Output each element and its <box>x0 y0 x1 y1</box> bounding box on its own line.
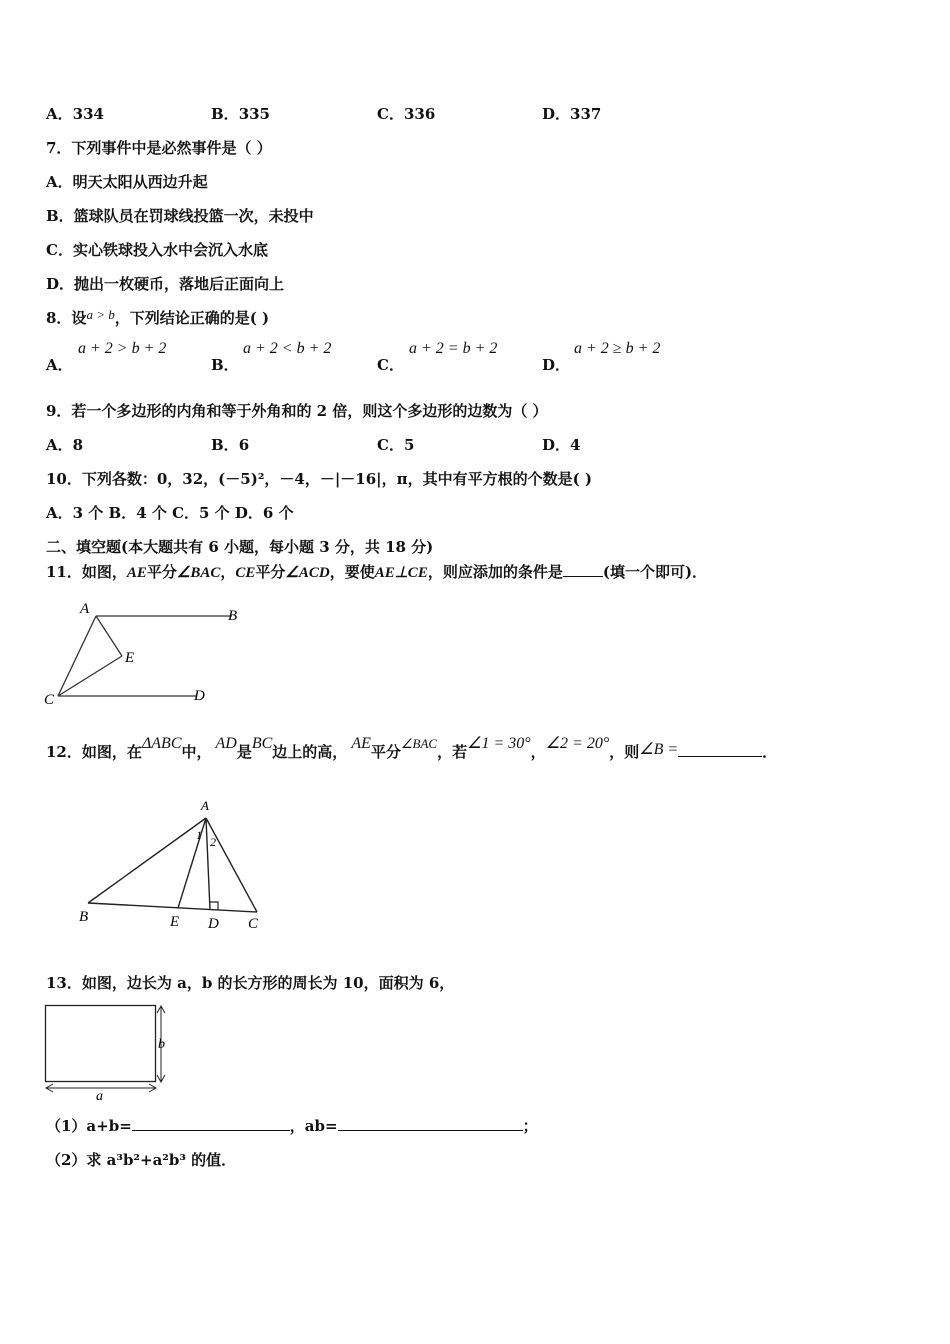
q10-stem: 10．下列各数：0，32，(－5)²，－4，－|－16|，π，其中有平方根的个数是( ) <box>46 470 593 488</box>
q12-stem: 12．如图，在ΔABC中， AD是BC边上的高， AE平分∠BAC，若∠1 = 30°，∠2 = 20°，则∠B = ． <box>46 735 778 761</box>
q8-option-b-letter: B． <box>211 356 239 374</box>
q11-label-d: D <box>194 688 205 704</box>
q13-sub1: （1）a+b= ，ab= ； <box>46 1117 538 1135</box>
q6-option-d: D．337 <box>542 105 602 123</box>
q9-option-b: B．6 <box>211 436 250 454</box>
q13-label-b: b <box>158 1037 165 1052</box>
q9-option-c: C．5 <box>377 436 415 454</box>
q7-option-a: A．明天太阳从西边升起 <box>46 173 208 191</box>
q11-answer-blank[interactable] <box>563 562 603 577</box>
q12-label-b: B <box>79 909 89 925</box>
q7-option-d: D．抛出一枚硬币，落地后正面向上 <box>46 275 285 293</box>
q9-option-a: A．8 <box>46 436 84 454</box>
q12-figure <box>70 795 270 935</box>
q12-label-e: E <box>170 914 180 930</box>
q12-line-ab <box>88 818 206 903</box>
q6-option-b: B．335 <box>211 105 270 123</box>
q11-label-a: A <box>80 601 90 617</box>
q11-line-ae <box>96 616 122 656</box>
q12-label-angle-2: 2 <box>210 835 216 849</box>
q13-rectangle <box>46 1006 156 1082</box>
q11-stem: 11．如图，AE平分∠BAC，CE平分∠ACD，要使AE⊥CE，则应添加的条件是 (填一个即可)． <box>46 563 708 581</box>
q8-option-c-letter: C． <box>377 356 404 374</box>
q6-option-a: A．334 <box>46 105 104 123</box>
q13-sub2: （2）求 a³b²+a²b³ 的值． <box>46 1151 237 1169</box>
q8-stem-math: a > b <box>86 307 115 322</box>
q8-option-d-math: a + 2 ≥ b + 2 <box>574 340 661 357</box>
section-2-title: 二、填空题(本大题共有 6 小题，每小题 3 分，共 18 分) <box>46 538 434 556</box>
q13-label-a: a <box>96 1089 103 1102</box>
q10-options: A．3 个 B．4 个 C．5 个 D．6 个 <box>46 504 294 522</box>
q11-label-b: B <box>228 608 238 624</box>
q8-option-c-math: a + 2 = b + 2 <box>409 340 498 357</box>
q12-label-angle-1: 1 <box>196 828 202 842</box>
q8-option-b-math: a + 2 < b + 2 <box>243 340 332 357</box>
q12-line-bc <box>88 903 257 912</box>
q12-label-a: A <box>201 798 209 813</box>
q13-sum-blank[interactable] <box>132 1116 290 1131</box>
q13-stem: 13．如图，边长为 a，b 的长方形的周长为 10，面积为 6， <box>46 974 455 992</box>
q11-label-c: C <box>44 692 55 708</box>
q13-product-blank[interactable] <box>338 1116 523 1131</box>
q8-option-a-letter: A． <box>46 356 73 374</box>
q7-option-c: C．实心铁球投入水中会沉入水底 <box>46 241 268 259</box>
q8-stem: 8．设a > b，下列结论正确的是( ) <box>46 307 270 327</box>
q7-stem: 7．下列事件中是必然事件是（ ） <box>46 139 272 157</box>
q11-label-e: E <box>125 650 135 666</box>
q9-option-d: D．4 <box>542 436 581 454</box>
q12-right-angle-mark <box>210 902 218 910</box>
q12-line-ad <box>206 818 210 910</box>
q12-label-c: C <box>248 916 259 932</box>
q11-figure <box>40 598 250 710</box>
q9-stem: 9．若一个多边形的内角和等于外角和的 2 倍，则这个多边形的边数为（ ） <box>46 402 548 420</box>
q12-answer-blank[interactable] <box>678 742 762 757</box>
q8-option-d-letter: D． <box>542 356 571 374</box>
q8-option-a-math: a + 2 > b + 2 <box>78 340 167 357</box>
q6-option-c: C．336 <box>377 105 436 123</box>
q12-label-d: D <box>208 916 219 932</box>
q12-line-ac <box>206 818 257 912</box>
q13-figure <box>40 1000 180 1102</box>
q7-option-b: B．篮球队员在罚球线投篮一次，未投中 <box>46 207 314 225</box>
